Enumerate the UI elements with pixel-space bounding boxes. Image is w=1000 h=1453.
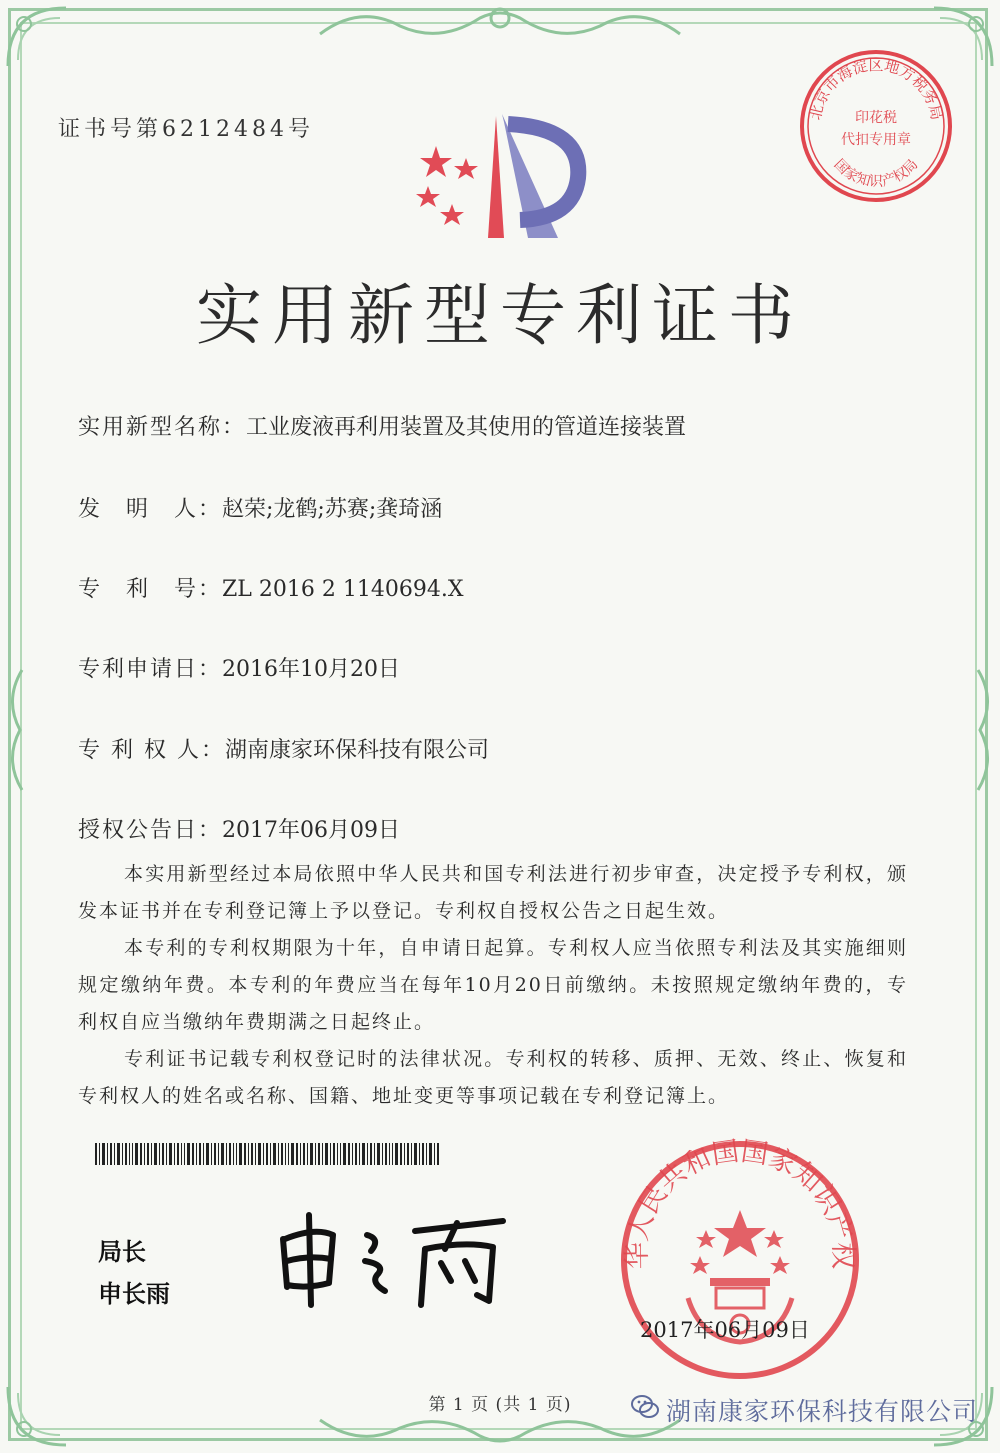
svg-text:中华人民共和国国家知识产权局: 华人民共和国国家知识产权 <box>621 1138 859 1270</box>
utility-model-name-label: 实用新型名称： <box>78 415 247 440</box>
director-signature-icon <box>275 1205 515 1315</box>
svg-text:印花税: 印花税 <box>855 110 897 126</box>
page-number: 第 1 页 (共 1 页) <box>428 1395 572 1415</box>
certificate-title: 实用新型专利证书 <box>196 277 804 354</box>
inventor-value: 赵荣;龙鹤;苏赛;龚琦涵 <box>222 497 443 522</box>
patentee-row <box>78 733 489 764</box>
patentee-value: 湖南康家环保科技有限公司 <box>224 738 489 763</box>
filing-date-value: 2016年10月20日 <box>222 657 400 682</box>
inventor-row <box>78 492 442 523</box>
grant-date-row <box>78 813 400 844</box>
tax-seal-icon <box>796 46 956 206</box>
grant-date-label: 授权公告日： <box>78 818 223 843</box>
grant-date-value: 2017年06月09日 <box>222 818 400 843</box>
cnipa-emblem-icon <box>408 108 593 243</box>
body-paragraph: 专利证书记载专利权登记时的法律状况。专利权的转移、质押、无效、终止、恢复和专利权人的姓名或名称、国籍、地址变更等事项记载在专利登记簿上。 <box>78 1048 908 1107</box>
right-flourish-icon <box>968 660 998 800</box>
patent-number-row <box>78 572 464 603</box>
patent-number-value: ZL 2016 2 1140694.X <box>222 577 464 602</box>
seal-date: 2017年06月09日 <box>640 1318 810 1342</box>
patent-number-label: 专 利 号： <box>78 577 223 602</box>
svg-text:北京市海淀区地方税务局: 北京市海淀区地方税务局 <box>806 56 946 122</box>
body-paragraph: 本实用新型经过本局依照中华人民共和国专利法进行初步审查，决定授予专利权，颁发本证书并在专利登记簿上予以登记。专利权自授权公告之日起生效。 <box>78 863 908 922</box>
svg-text:国家知识产权局: 国家知识产权局 <box>830 156 922 190</box>
body-paragraph: 本专利的专利权期限为十年，自申请日起算。专利权人应当依照专利法及其实施细则规定缴纳年费。本专利的年费应当在每年10月20日前缴纳。未按照规定缴纳年费的，专利权自应当缴纳年费期满之日起终止。 <box>78 937 908 1033</box>
inventor-label: 发 明 人： <box>78 497 223 522</box>
director-name: 申长雨 <box>98 1280 170 1308</box>
watermark-text: 湖南康家环保科技有限公司 <box>666 1397 979 1426</box>
office-seal-icon <box>618 1138 862 1382</box>
tax-seal <box>796 46 956 210</box>
director-title: 局长 <box>98 1238 146 1266</box>
corner-ornament-icon <box>2 2 72 72</box>
svg-text:代扣专用章: 代扣专用章 <box>841 132 911 148</box>
office-seal <box>618 1138 862 1386</box>
patentee-label: 专 利 权 人： <box>78 738 225 763</box>
top-flourish-icon <box>300 4 700 44</box>
utility-model-name-value: 工业废液再利用装置及其使用的管道连接装置 <box>246 415 687 440</box>
wechat-icon <box>630 1393 660 1421</box>
filing-date-row <box>78 652 400 683</box>
barcode-icon <box>95 1143 440 1165</box>
utility-model-name-row <box>78 410 686 441</box>
left-flourish-icon <box>2 660 32 800</box>
filing-date-label: 专利申请日： <box>78 657 223 682</box>
certificate-number: 证书号第6212484号 <box>58 117 314 142</box>
